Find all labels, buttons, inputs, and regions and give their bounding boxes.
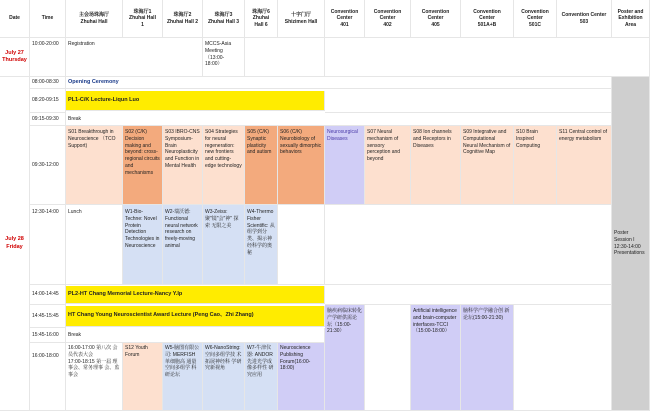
header-cc-405: Convention Center 405 bbox=[411, 0, 461, 38]
empty-cell bbox=[365, 305, 411, 411]
forum-publishing[interactable]: Neuroscience Publishing Forum(16:00-18:00) bbox=[278, 343, 325, 411]
workshop-w5[interactable]: W5-脑图有限公司: MERFISH单细胞高 通量空间多组学 科研论坛 bbox=[163, 343, 203, 411]
workshop-w7[interactable]: W7-牛津仪器: ANDOR先进光学成 像多样性 研究应用 bbox=[245, 343, 278, 411]
session-s01[interactable]: S01 Breakthrough in Neuroscience （TCO Support) bbox=[66, 126, 123, 205]
header-zhuhai-hall-3: 珠海厅3 Zhuhai Hall 3 bbox=[203, 0, 245, 38]
workshop-w2[interactable]: W2-瑞沃德: Functional neural network research on freely-moving animal bbox=[163, 205, 203, 285]
workshop-w1[interactable]: W1-Bio-Techne: Novel Protein Detection Technologies in Neuroscience bbox=[123, 205, 163, 285]
empty-cell bbox=[278, 205, 325, 285]
empty-cell bbox=[245, 38, 325, 77]
workshop-w3[interactable]: W3-Zeiss: 聚"镜"会"神" 探索 无限之美 bbox=[203, 205, 245, 285]
session-s10[interactable]: S10 Brain Inspired Computing bbox=[514, 126, 557, 205]
session-s06[interactable]: S06 (C/K) Neurobiology of sexually dimorphic behaviors bbox=[278, 126, 325, 205]
time-cell: 10:00-20:00 bbox=[30, 38, 66, 77]
forum-brain-industry[interactable]: 脑科学产学融合创 新论坛(15:00-21:30) bbox=[461, 305, 514, 411]
session-s04[interactable]: S04 Strategies for neural regeneration: new frontiers and cutting-edge technology bbox=[203, 126, 245, 205]
header-cc-402: Convention Center 402 bbox=[365, 0, 411, 38]
time-cell: 16:00-18:00 bbox=[30, 343, 66, 411]
header-cc-401: Convention Center 401 bbox=[325, 0, 365, 38]
event-mccs-asia: MCCS-Asia Meeting （13:00- 18:00） bbox=[203, 38, 245, 77]
session-s07[interactable]: S07 Neural mechanism of sensory perception and beyond bbox=[365, 126, 411, 205]
session-s02[interactable]: S02 (C/K) Decision making and beyond: cross-regional circuits and mechanisms bbox=[123, 126, 163, 205]
event-registration: Registration bbox=[66, 38, 203, 77]
header-shizimen-hall: 十字门厅 Shizimen Hall bbox=[278, 0, 325, 38]
event-opening-ceremony: Opening Ceremony bbox=[66, 77, 612, 89]
session-neurosurgical[interactable]: Neurosurgical Diseases bbox=[325, 126, 365, 205]
time-cell: 09:30-12:00 bbox=[30, 126, 66, 205]
header-poster-area: Poster and Exhibition Area bbox=[612, 0, 650, 38]
event-break: Break bbox=[66, 328, 325, 343]
session-s03[interactable]: S03 IBRO-CNS Symposium-Brain Neuroplasticity and Function in Mental Health bbox=[163, 126, 203, 205]
header-cc-503: Convention Center 503 bbox=[557, 0, 612, 38]
event-ht-chang-award: HT Chang Young Neuroscientist Award Lecture (Peng Cao、Zhi Zhang) bbox=[66, 306, 325, 327]
date-july-27: July 27 Thursday bbox=[0, 38, 30, 77]
empty-cell bbox=[325, 89, 612, 113]
time-cell: 08:00-08:30 bbox=[30, 77, 66, 89]
event-member-congress: 16:00-17:00 第八次 会员代表大会 17:00-18:15 第一届 理事会、常务理事 会、监事会 bbox=[66, 343, 123, 411]
header-time: Time bbox=[30, 0, 66, 38]
time-cell: 14:00-14:45 bbox=[30, 285, 66, 305]
empty-cell bbox=[325, 285, 612, 305]
empty-cell bbox=[514, 305, 612, 411]
header-zhuhai-hall: 主会场珠海厅 Zhuhai Hall bbox=[66, 0, 123, 38]
event-poster-session bbox=[612, 77, 650, 411]
header-cc-501ab: Convention Center 501A+B bbox=[461, 0, 514, 38]
header-cc-501c: Convention Center 501C bbox=[514, 0, 557, 38]
date-july-28: July 28 Friday bbox=[0, 77, 30, 411]
forum-clinical-translation[interactable]: 脑疾病临床转化 产学研供需论 坛（15:00-21:30） bbox=[325, 305, 365, 411]
time-cell: 12:30-14:00 bbox=[30, 205, 66, 285]
workshop-w6[interactable]: W6-NanoString: 空间多组学技 术拓展神经科 学研究新视角 bbox=[203, 343, 245, 411]
event-break: Break bbox=[66, 113, 612, 126]
event-pl2-lecture: PL2-HT Chang Memorial Lecture-Nancy Y.Ip bbox=[66, 286, 325, 304]
time-cell: 09:15-09:30 bbox=[30, 113, 66, 126]
session-s12-youth-forum[interactable]: S12 Youth Forum bbox=[123, 343, 163, 411]
empty-cell bbox=[325, 205, 612, 285]
session-s11[interactable]: S11 Central control of energy metabolism bbox=[557, 126, 612, 205]
forum-ai-bci[interactable]: Artificial intelligence and brain-computer interfaces-TCCI （15:00-18:00） bbox=[411, 305, 461, 411]
header-zhuhai-hall-6: 珠海厅6 Zhuhai Hall 6 bbox=[245, 0, 278, 38]
poster-session-label: Poster Session I 12:30-14:00 Presentations bbox=[614, 230, 645, 257]
workshop-w4[interactable]: W4-Thermo Fisher Scientific: 从组学到分 类、揭示神 经科学的奥 秘 bbox=[245, 205, 278, 285]
time-cell: 15:45-16:00 bbox=[30, 328, 66, 343]
session-s05[interactable]: S05 (C/K) Synaptic plasticity and autism bbox=[245, 126, 278, 205]
session-s09[interactable]: S09 Integrative and Computational Neural Mechanism of Cognitive Map bbox=[461, 126, 514, 205]
time-cell: 14:45-15:45 bbox=[30, 305, 66, 328]
header-zhuhai-hall-2: 珠海厅2 Zhuhai Hall 2 bbox=[163, 0, 203, 38]
event-pl1-lecture: PL1-C/K Lecture-Liqun Luo bbox=[66, 91, 325, 111]
session-s08[interactable]: S08 Ion channels and Receptors in Diseases bbox=[411, 126, 461, 205]
header-zhuhai-hall-1: 珠海厅1 Zhuhai Hall 1 bbox=[123, 0, 163, 38]
time-cell: 08:20-09:15 bbox=[30, 89, 66, 113]
header-date: Date bbox=[0, 0, 30, 38]
event-lunch: Lunch bbox=[66, 205, 123, 285]
empty-cell bbox=[325, 38, 650, 77]
